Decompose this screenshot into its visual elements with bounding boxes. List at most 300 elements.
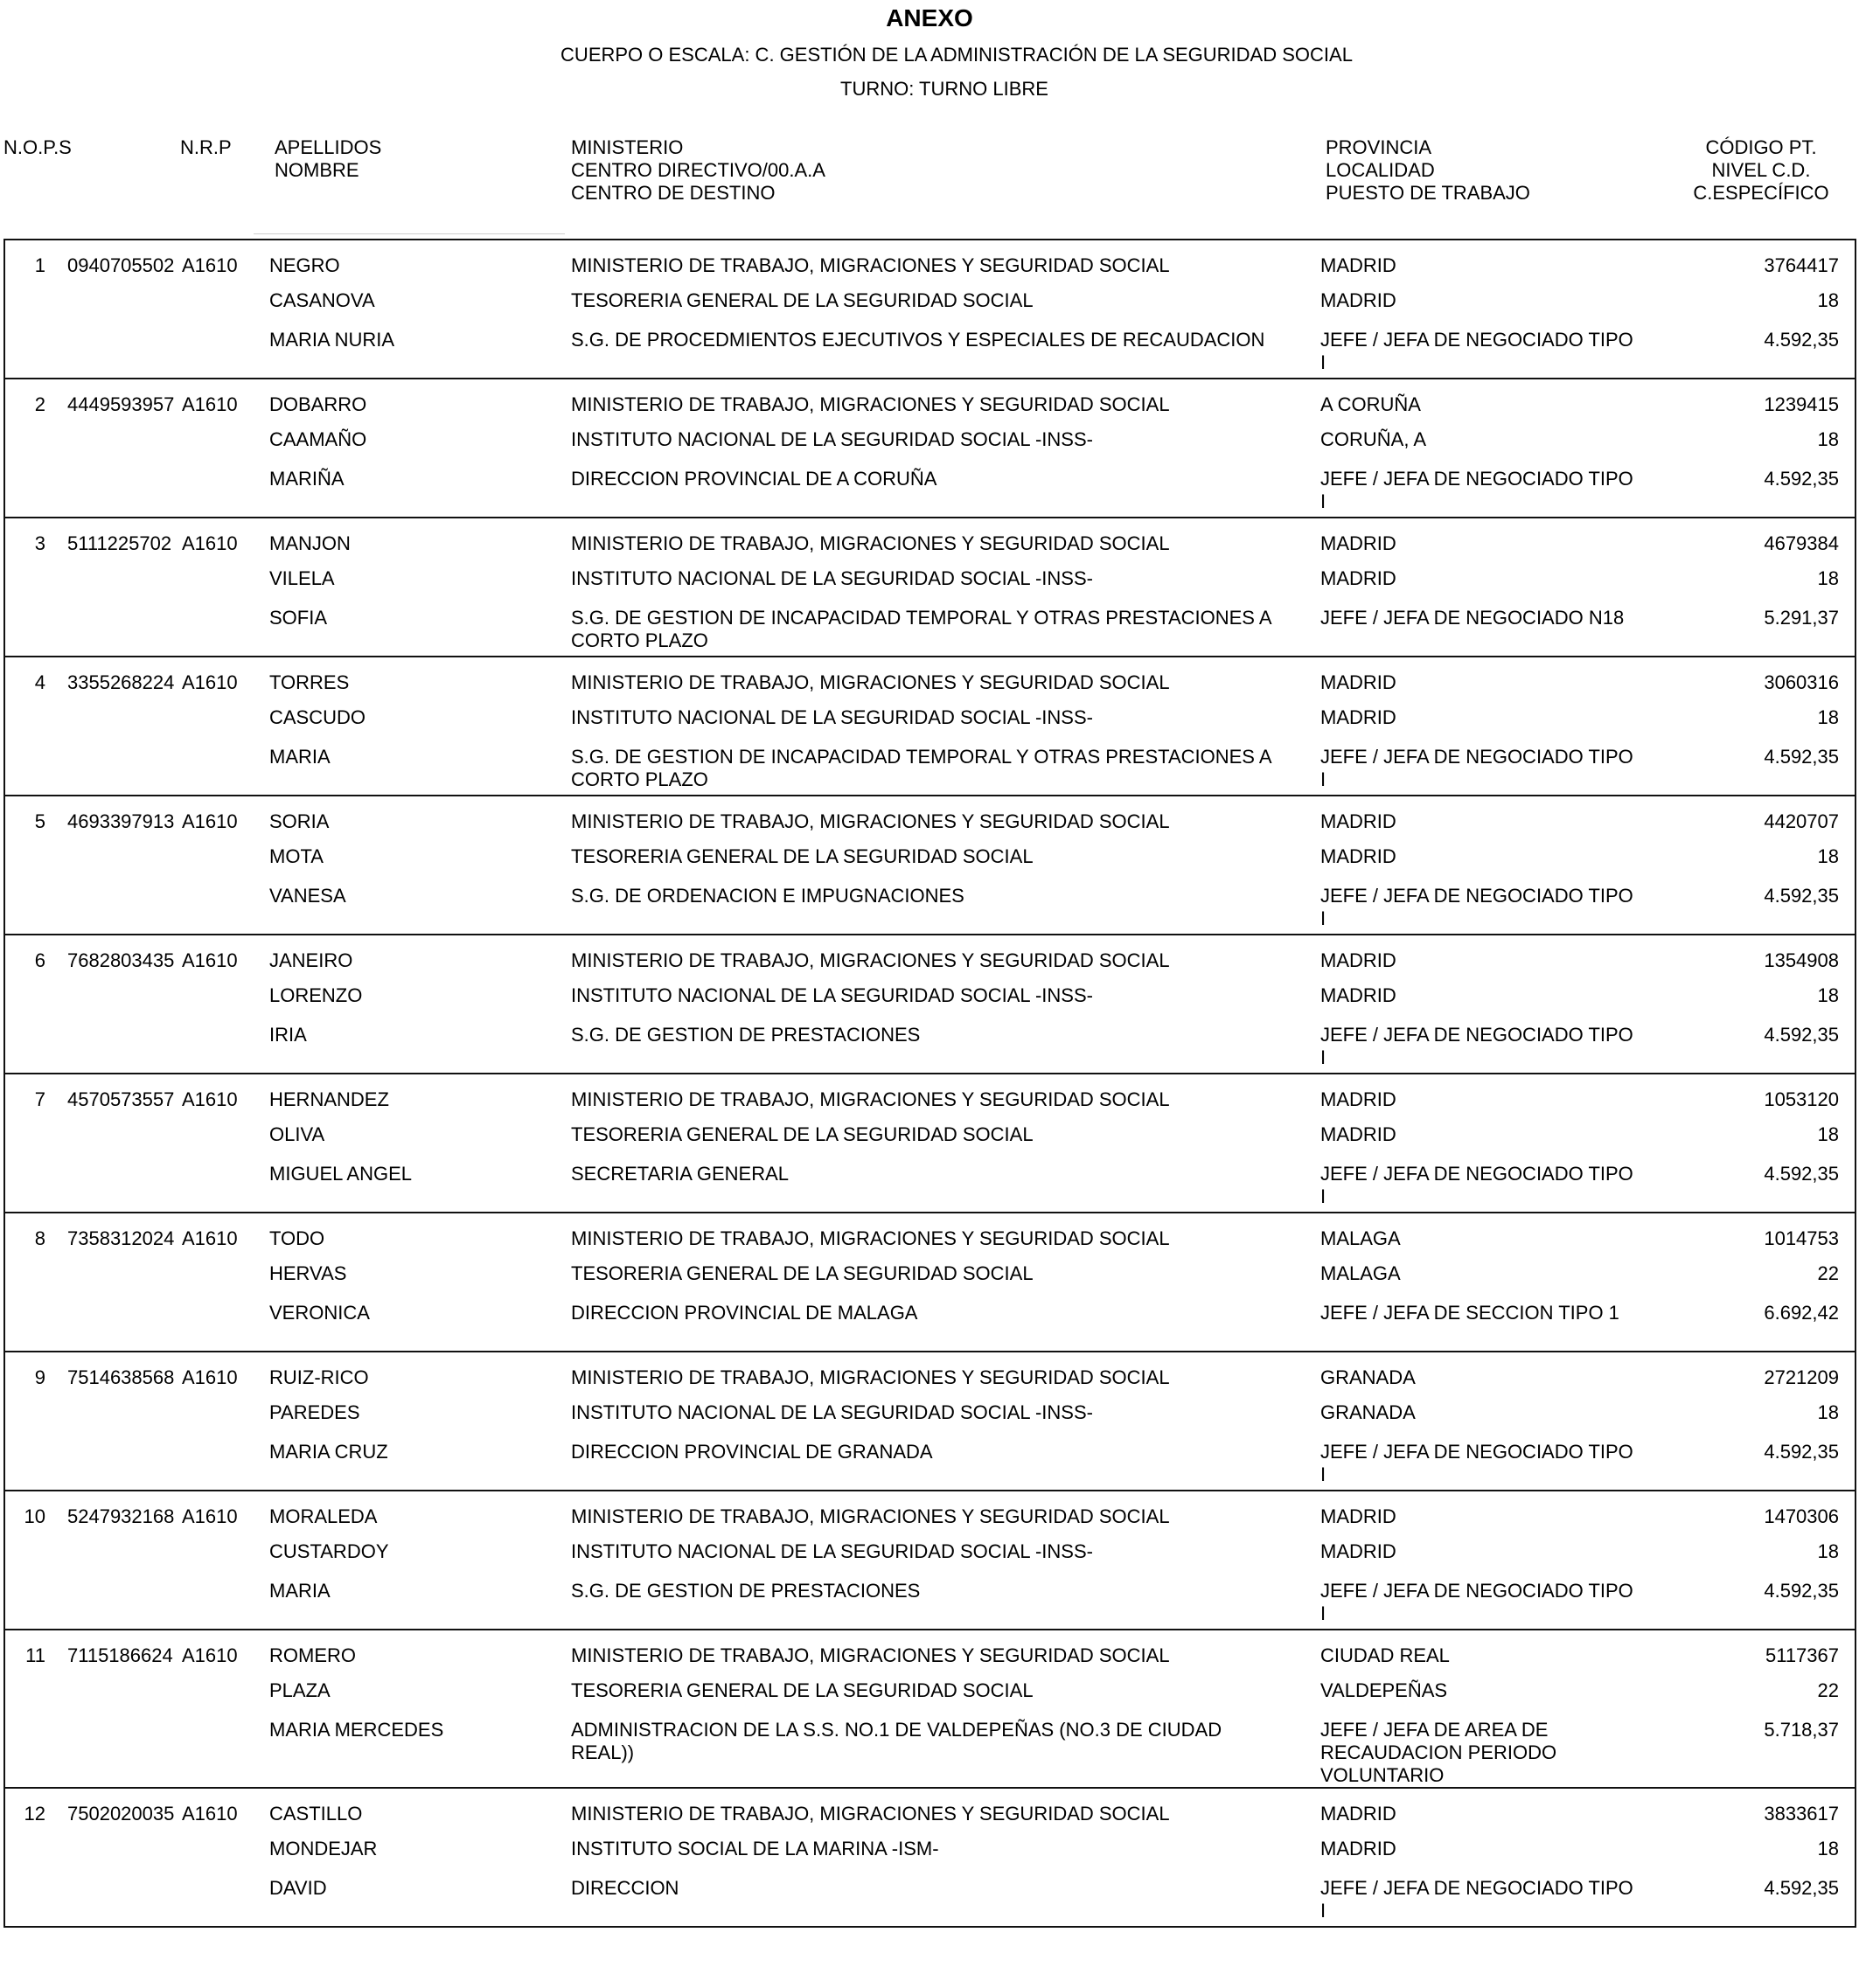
nivel-cd: 18 xyxy=(1817,1401,1839,1423)
nrp-cell xyxy=(182,935,269,1073)
nops-value: 4570573557 xyxy=(67,1088,175,1110)
provincia-cell xyxy=(1320,1491,1649,1629)
ministerio-cell xyxy=(571,1213,1320,1351)
ministerio: MINISTERIO DE TRABAJO, MIGRACIONES Y SEGURIDAD SOCIAL xyxy=(571,1227,1170,1249)
cuerpo-escala-subtitle: CUERPO O ESCALA: C. GESTIÓN DE LA ADMINISTRACIÓN DE LA SEGURIDAD SOCIAL xyxy=(560,44,1353,66)
provincia-cell xyxy=(1320,379,1649,517)
header-codigo xyxy=(1674,136,1849,205)
apellido1: MORALEDA xyxy=(269,1505,378,1527)
nops-cell xyxy=(45,240,182,378)
centro-destino: DIRECCION xyxy=(571,1877,679,1899)
nops-value: 0940705502 xyxy=(67,254,175,276)
codigo-cell xyxy=(1649,1789,1855,1926)
ministerio-cell xyxy=(571,1074,1320,1212)
header-nombre-label: NOMBRE xyxy=(275,159,359,181)
ministerio-cell xyxy=(571,240,1320,378)
nrp-cell xyxy=(182,518,269,656)
provincia: MALAGA xyxy=(1320,1227,1401,1249)
centro-directivo: INSTITUTO NACIONAL DE LA SEGURIDAD SOCIAL -INSS- xyxy=(571,567,1093,589)
apellido2: PLAZA xyxy=(269,1679,331,1701)
centro-directivo: INSTITUTO NACIONAL DE LA SEGURIDAD SOCIAL -INSS- xyxy=(571,1540,1093,1562)
complemento-especifico: 5.718,37 xyxy=(1764,1719,1839,1741)
nops-cell xyxy=(45,1789,182,1926)
provincia: CIUDAD REAL xyxy=(1320,1644,1450,1666)
apellido2: MOTA xyxy=(269,845,324,867)
nrp-value: A1610 xyxy=(182,1366,238,1388)
row-number-cell xyxy=(5,379,45,517)
table-row xyxy=(5,1789,1855,1928)
centro-destino: S.G. DE ORDENACION E IMPUGNACIONES xyxy=(571,885,964,907)
puesto-trabajo: JEFE / JEFA DE AREA DE RECAUDACION PERIODO VOLUNTARIO xyxy=(1320,1719,1557,1786)
header-apellidos-label: APELLIDOS xyxy=(275,136,382,158)
centro-directivo: TESORERIA GENERAL DE LA SEGURIDAD SOCIAL xyxy=(571,1123,1034,1145)
table-row xyxy=(5,1352,1855,1491)
apellido1: CASTILLO xyxy=(269,1803,363,1825)
row-number-cell xyxy=(5,935,45,1073)
ministerio-cell xyxy=(571,1789,1320,1926)
centro-destino: S.G. DE GESTION DE PRESTACIONES xyxy=(571,1024,921,1046)
nops-value: 3355268224 xyxy=(67,671,175,693)
nrp-cell xyxy=(182,1789,269,1926)
codigo-cell xyxy=(1649,379,1855,517)
row-number-cell xyxy=(5,796,45,934)
row-number-cell xyxy=(5,518,45,656)
nops-value: 7358312024 xyxy=(67,1227,175,1249)
nombre: MIGUEL ANGEL xyxy=(269,1163,413,1185)
centro-directivo: TESORERIA GENERAL DE LA SEGURIDAD SOCIAL xyxy=(571,1262,1034,1284)
row-number-cell xyxy=(5,1630,45,1787)
puesto-trabajo: JEFE / JEFA DE NEGOCIADO TIPO I xyxy=(1320,1163,1633,1207)
turno-subtitle: TURNO: TURNO LIBRE xyxy=(840,78,1048,100)
row-number-cell xyxy=(5,1352,45,1490)
names-cell xyxy=(269,240,571,378)
nrp-cell xyxy=(182,1074,269,1212)
header-provincia xyxy=(1326,136,1530,205)
ministerio-cell xyxy=(571,518,1320,656)
ministerio-cell xyxy=(571,1630,1320,1787)
header-nivel-label: NIVEL C.D. xyxy=(1711,159,1811,181)
header-nrp-label: N.R.P xyxy=(180,136,232,158)
names-cell xyxy=(269,518,571,656)
row-number: 1 xyxy=(34,254,45,276)
localidad: MADRID xyxy=(1320,567,1396,589)
nops-cell xyxy=(45,518,182,656)
nrp-value: A1610 xyxy=(182,1505,238,1527)
header-nops-label: N.O.P.S xyxy=(3,136,72,158)
provincia: MADRID xyxy=(1320,1088,1396,1110)
centro-destino: ADMINISTRACION DE LA S.S. NO.1 DE VALDEPEÑAS (NO.3 DE CIUDAD REAL)) xyxy=(571,1719,1222,1763)
puesto-trabajo: JEFE / JEFA DE NEGOCIADO TIPO I xyxy=(1320,329,1633,373)
row-number-cell xyxy=(5,240,45,378)
localidad: MADRID xyxy=(1320,845,1396,867)
codigo-pt: 1239415 xyxy=(1764,393,1839,415)
nrp-value: A1610 xyxy=(182,393,238,415)
localidad: GRANADA xyxy=(1320,1401,1416,1423)
nivel-cd: 18 xyxy=(1817,567,1839,589)
codigo-pt: 1354908 xyxy=(1764,949,1839,971)
codigo-cell xyxy=(1649,240,1855,378)
centro-destino: S.G. DE GESTION DE INCAPACIDAD TEMPORAL Y OTRAS PRESTACIONES A CORTO PLAZO xyxy=(571,607,1271,651)
apellido2: PAREDES xyxy=(269,1401,360,1423)
header-nrp xyxy=(180,136,232,159)
row-number: 6 xyxy=(34,949,45,971)
provincia: MADRID xyxy=(1320,532,1396,554)
header-especifico-label: C.ESPECÍFICO xyxy=(1693,182,1829,204)
apellido2: MONDEJAR xyxy=(269,1838,378,1859)
apellido1: SORIA xyxy=(269,810,330,832)
provincia-cell xyxy=(1320,518,1649,656)
apellido1: MANJON xyxy=(269,532,351,554)
codigo-pt: 1014753 xyxy=(1764,1227,1839,1249)
nrp-value: A1610 xyxy=(182,1088,238,1110)
codigo-cell xyxy=(1649,935,1855,1073)
nrp-cell xyxy=(182,240,269,378)
row-number-cell xyxy=(5,1074,45,1212)
codigo-cell xyxy=(1649,1352,1855,1490)
provincia-cell xyxy=(1320,1074,1649,1212)
nombre: IRIA xyxy=(269,1024,307,1046)
ministerio: MINISTERIO DE TRABAJO, MIGRACIONES Y SEGURIDAD SOCIAL xyxy=(571,254,1170,276)
header-localidad-label: LOCALIDAD xyxy=(1326,159,1435,181)
nrp-value: A1610 xyxy=(182,949,238,971)
names-cell xyxy=(269,1630,571,1787)
nops-cell xyxy=(45,796,182,934)
codigo-cell xyxy=(1649,1074,1855,1212)
codigo-cell xyxy=(1649,796,1855,934)
localidad: MADRID xyxy=(1320,1838,1396,1859)
puesto-trabajo: JEFE / JEFA DE NEGOCIADO TIPO I xyxy=(1320,885,1633,929)
nivel-cd: 22 xyxy=(1817,1679,1839,1701)
header-codigo-label: CÓDIGO PT. xyxy=(1705,136,1817,158)
codigo-cell xyxy=(1649,518,1855,656)
nombre: MARIÑA xyxy=(269,468,345,490)
apellido1: JANEIRO xyxy=(269,949,353,971)
centro-destino: SECRETARIA GENERAL xyxy=(571,1163,789,1185)
nivel-cd: 18 xyxy=(1817,289,1839,311)
nivel-cd: 18 xyxy=(1817,845,1839,867)
nrp-value: A1610 xyxy=(182,1803,238,1825)
nops-cell xyxy=(45,1630,182,1787)
nivel-cd: 18 xyxy=(1817,984,1839,1006)
nops-value: 4693397913 xyxy=(67,810,175,832)
nrp-cell xyxy=(182,1630,269,1787)
table-row xyxy=(5,240,1855,379)
row-number-cell xyxy=(5,1491,45,1629)
nops-value: 5247932168 xyxy=(67,1505,175,1527)
provincia: A CORUÑA xyxy=(1320,393,1421,415)
apellido1: HERNANDEZ xyxy=(269,1088,389,1110)
ministerio: MINISTERIO DE TRABAJO, MIGRACIONES Y SEGURIDAD SOCIAL xyxy=(571,1366,1170,1388)
centro-destino: S.G. DE GESTION DE INCAPACIDAD TEMPORAL Y OTRAS PRESTACIONES A CORTO PLAZO xyxy=(571,746,1271,790)
complemento-especifico: 4.592,35 xyxy=(1764,1024,1839,1046)
apellido1: ROMERO xyxy=(269,1644,356,1666)
row-number: 9 xyxy=(34,1366,45,1388)
names-cell xyxy=(269,657,571,795)
names-cell xyxy=(269,1789,571,1926)
header-puesto-label: PUESTO DE TRABAJO xyxy=(1326,182,1530,204)
table-row xyxy=(5,1630,1855,1789)
nombre: MARIA CRUZ xyxy=(269,1441,388,1463)
nrp-value: A1610 xyxy=(182,532,238,554)
nops-value: 7502020035 xyxy=(67,1803,175,1825)
centro-directivo: INSTITUTO NACIONAL DE LA SEGURIDAD SOCIAL -INSS- xyxy=(571,984,1093,1006)
nrp-value: A1610 xyxy=(182,1644,238,1666)
nops-cell xyxy=(45,379,182,517)
row-number: 10 xyxy=(24,1505,45,1527)
header-ministerio xyxy=(571,136,825,205)
codigo-cell xyxy=(1649,1213,1855,1351)
complemento-especifico: 4.592,35 xyxy=(1764,885,1839,907)
complemento-especifico: 4.592,35 xyxy=(1764,1580,1839,1602)
apellido2: LORENZO xyxy=(269,984,363,1006)
ministerio: MINISTERIO DE TRABAJO, MIGRACIONES Y SEGURIDAD SOCIAL xyxy=(571,1505,1170,1527)
provincia-cell xyxy=(1320,1213,1649,1351)
provincia: MADRID xyxy=(1320,1803,1396,1825)
ministerio-cell xyxy=(571,379,1320,517)
centro-destino: DIRECCION PROVINCIAL DE GRANADA xyxy=(571,1441,933,1463)
nops-cell xyxy=(45,657,182,795)
apellido1: TORRES xyxy=(269,671,350,693)
table-row xyxy=(5,796,1855,935)
names-cell xyxy=(269,1213,571,1351)
localidad: VALDEPEÑAS xyxy=(1320,1679,1448,1701)
row-number: 12 xyxy=(24,1803,45,1825)
provincia: MADRID xyxy=(1320,949,1396,971)
row-number-cell xyxy=(5,1213,45,1351)
apellido2: CAAMAÑO xyxy=(269,428,367,450)
apellido1: NEGRO xyxy=(269,254,340,276)
header-provincia-label: PROVINCIA xyxy=(1326,136,1432,158)
nivel-cd: 18 xyxy=(1817,1838,1839,1859)
row-number-cell xyxy=(5,657,45,795)
nivel-cd: 18 xyxy=(1817,1540,1839,1562)
table-row xyxy=(5,935,1855,1074)
codigo-cell xyxy=(1649,1630,1855,1787)
centro-directivo: INSTITUTO NACIONAL DE LA SEGURIDAD SOCIAL -INSS- xyxy=(571,428,1093,450)
centro-directivo: TESORERIA GENERAL DE LA SEGURIDAD SOCIAL xyxy=(571,1679,1034,1701)
complemento-especifico: 4.592,35 xyxy=(1764,1163,1839,1185)
nrp-value: A1610 xyxy=(182,1227,238,1249)
puesto-trabajo: JEFE / JEFA DE NEGOCIADO TIPO I xyxy=(1320,1877,1633,1922)
apellido1: DOBARRO xyxy=(269,393,367,415)
nombre: DAVID xyxy=(269,1877,327,1899)
complemento-especifico: 4.592,35 xyxy=(1764,746,1839,768)
provincia-cell xyxy=(1320,240,1649,378)
row-number: 2 xyxy=(34,393,45,415)
apellido2: OLIVA xyxy=(269,1123,325,1145)
complemento-especifico: 4.592,35 xyxy=(1764,1441,1839,1463)
codigo-pt: 4679384 xyxy=(1764,532,1839,554)
assignments-table xyxy=(3,239,1856,1928)
nrp-cell xyxy=(182,1491,269,1629)
ministerio-cell xyxy=(571,935,1320,1073)
centro-directivo: INSTITUTO NACIONAL DE LA SEGURIDAD SOCIAL -INSS- xyxy=(571,706,1093,728)
nivel-cd: 22 xyxy=(1817,1262,1839,1284)
nops-cell xyxy=(45,1352,182,1490)
ministerio: MINISTERIO DE TRABAJO, MIGRACIONES Y SEGURIDAD SOCIAL xyxy=(571,532,1170,554)
nrp-cell xyxy=(182,657,269,795)
provincia-cell xyxy=(1320,935,1649,1073)
complemento-especifico: 4.592,35 xyxy=(1764,1877,1839,1899)
table-row xyxy=(5,1213,1855,1352)
codigo-pt: 1053120 xyxy=(1764,1088,1839,1110)
nombre: MARIA xyxy=(269,746,331,768)
ministerio: MINISTERIO DE TRABAJO, MIGRACIONES Y SEGURIDAD SOCIAL xyxy=(571,949,1170,971)
header-nops xyxy=(3,136,72,159)
nombre: MARIA NURIA xyxy=(269,329,395,351)
nrp-cell xyxy=(182,796,269,934)
localidad: MADRID xyxy=(1320,289,1396,311)
ministerio: MINISTERIO DE TRABAJO, MIGRACIONES Y SEGURIDAD SOCIAL xyxy=(571,1803,1170,1825)
nombre: VERONICA xyxy=(269,1302,370,1324)
ministerio-cell xyxy=(571,1352,1320,1490)
nivel-cd: 18 xyxy=(1817,706,1839,728)
page-title: ANEXO xyxy=(886,4,973,31)
header-centro-directivo-label: CENTRO DIRECTIVO/00.A.A xyxy=(571,159,825,181)
header-ministerio-label: MINISTERIO xyxy=(571,136,684,158)
nops-value: 7115186624 xyxy=(67,1644,173,1666)
ministerio-cell xyxy=(571,1491,1320,1629)
header-names xyxy=(275,136,381,182)
row-number: 8 xyxy=(34,1227,45,1249)
header-underline xyxy=(254,233,565,234)
nops-value: 7514638568 xyxy=(67,1366,175,1388)
puesto-trabajo: JEFE / JEFA DE NEGOCIADO TIPO I xyxy=(1320,468,1633,512)
row-number: 5 xyxy=(34,810,45,832)
ministerio-cell xyxy=(571,657,1320,795)
codigo-pt: 3833617 xyxy=(1764,1803,1839,1825)
nops-cell xyxy=(45,1074,182,1212)
row-number: 4 xyxy=(34,671,45,693)
table-row xyxy=(5,518,1855,657)
names-cell xyxy=(269,1074,571,1212)
names-cell xyxy=(269,796,571,934)
table-row xyxy=(5,1491,1855,1630)
codigo-pt: 3060316 xyxy=(1764,671,1839,693)
row-number-cell xyxy=(5,1789,45,1926)
nrp-cell xyxy=(182,1352,269,1490)
localidad: MADRID xyxy=(1320,1540,1396,1562)
row-number: 3 xyxy=(34,532,45,554)
complemento-especifico: 5.291,37 xyxy=(1764,607,1839,629)
provincia-cell xyxy=(1320,1789,1649,1926)
complemento-especifico: 6.692,42 xyxy=(1764,1302,1839,1324)
puesto-trabajo: JEFE / JEFA DE NEGOCIADO TIPO I xyxy=(1320,1441,1633,1485)
puesto-trabajo: JEFE / JEFA DE NEGOCIADO TIPO I xyxy=(1320,1580,1633,1624)
centro-directivo: TESORERIA GENERAL DE LA SEGURIDAD SOCIAL xyxy=(571,845,1034,867)
nrp-cell xyxy=(182,1213,269,1351)
ministerio: MINISTERIO DE TRABAJO, MIGRACIONES Y SEGURIDAD SOCIAL xyxy=(571,1088,1170,1110)
nombre: SOFIA xyxy=(269,607,328,629)
centro-directivo: INSTITUTO SOCIAL DE LA MARINA -ISM- xyxy=(571,1838,939,1859)
nops-cell xyxy=(45,935,182,1073)
row-number: 7 xyxy=(34,1088,45,1110)
localidad: MADRID xyxy=(1320,1123,1396,1145)
centro-destino: DIRECCION PROVINCIAL DE A CORUÑA xyxy=(571,468,937,490)
codigo-pt: 5117367 xyxy=(1765,1644,1839,1666)
centro-destino: DIRECCION PROVINCIAL DE MALAGA xyxy=(571,1302,918,1324)
localidad: MALAGA xyxy=(1320,1262,1401,1284)
nrp-value: A1610 xyxy=(182,671,238,693)
table-row xyxy=(5,1074,1855,1213)
puesto-trabajo: JEFE / JEFA DE NEGOCIADO TIPO I xyxy=(1320,746,1633,790)
puesto-trabajo: JEFE / JEFA DE SECCION TIPO 1 xyxy=(1320,1302,1619,1324)
centro-destino: S.G. DE PROCEDMIENTOS EJECUTIVOS Y ESPECIALES DE RECAUDACION xyxy=(571,329,1265,351)
names-cell xyxy=(269,1491,571,1629)
apellido2: CUSTARDOY xyxy=(269,1540,389,1562)
ministerio: MINISTERIO DE TRABAJO, MIGRACIONES Y SEGURIDAD SOCIAL xyxy=(571,671,1170,693)
apellido2: HERVAS xyxy=(269,1262,347,1284)
codigo-cell xyxy=(1649,1491,1855,1629)
provincia: MADRID xyxy=(1320,810,1396,832)
complemento-especifico: 4.592,35 xyxy=(1764,468,1839,490)
row-number: 11 xyxy=(25,1644,45,1666)
provincia: MADRID xyxy=(1320,254,1396,276)
header-centro-destino-label: CENTRO DE DESTINO xyxy=(571,182,776,204)
provincia: GRANADA xyxy=(1320,1366,1416,1388)
apellido2: VILELA xyxy=(269,567,335,589)
nops-value: 5111225702 xyxy=(67,532,172,554)
nrp-value: A1610 xyxy=(182,810,238,832)
nops-cell xyxy=(45,1213,182,1351)
nivel-cd: 18 xyxy=(1817,1123,1839,1145)
nrp-value: A1610 xyxy=(182,254,238,276)
provincia-cell xyxy=(1320,796,1649,934)
nombre: VANESA xyxy=(269,885,346,907)
table-row xyxy=(5,657,1855,796)
nivel-cd: 18 xyxy=(1817,428,1839,450)
centro-destino: S.G. DE GESTION DE PRESTACIONES xyxy=(571,1580,921,1602)
apellido1: RUIZ-RICO xyxy=(269,1366,369,1388)
ministerio: MINISTERIO DE TRABAJO, MIGRACIONES Y SEGURIDAD SOCIAL xyxy=(571,1644,1170,1666)
puesto-trabajo: JEFE / JEFA DE NEGOCIADO N18 xyxy=(1320,607,1625,629)
nops-value: 7682803435 xyxy=(67,949,175,971)
nrp-cell xyxy=(182,379,269,517)
provincia: MADRID xyxy=(1320,1505,1396,1527)
localidad: CORUÑA, A xyxy=(1320,428,1427,450)
codigo-cell xyxy=(1649,657,1855,795)
names-cell xyxy=(269,1352,571,1490)
provincia: MADRID xyxy=(1320,671,1396,693)
nops-value: 4449593957 xyxy=(67,393,175,415)
localidad: MADRID xyxy=(1320,706,1396,728)
names-cell xyxy=(269,935,571,1073)
names-cell xyxy=(269,379,571,517)
localidad: MADRID xyxy=(1320,984,1396,1006)
provincia-cell xyxy=(1320,1352,1649,1490)
apellido2: CASCUDO xyxy=(269,706,366,728)
codigo-pt: 4420707 xyxy=(1764,810,1839,832)
ministerio: MINISTERIO DE TRABAJO, MIGRACIONES Y SEGURIDAD SOCIAL xyxy=(571,393,1170,415)
apellido2: CASANOVA xyxy=(269,289,375,311)
provincia-cell xyxy=(1320,1630,1649,1787)
codigo-pt: 3764417 xyxy=(1764,254,1839,276)
apellido1: TODO xyxy=(269,1227,325,1249)
puesto-trabajo: JEFE / JEFA DE NEGOCIADO TIPO I xyxy=(1320,1024,1633,1068)
table-row xyxy=(5,379,1855,518)
ministerio-cell xyxy=(571,796,1320,934)
provincia-cell xyxy=(1320,657,1649,795)
codigo-pt: 1470306 xyxy=(1764,1505,1839,1527)
codigo-pt: 2721209 xyxy=(1764,1366,1839,1388)
nombre: MARIA xyxy=(269,1580,331,1602)
nombre: MARIA MERCEDES xyxy=(269,1719,444,1741)
ministerio: MINISTERIO DE TRABAJO, MIGRACIONES Y SEGURIDAD SOCIAL xyxy=(571,810,1170,832)
centro-directivo: TESORERIA GENERAL DE LA SEGURIDAD SOCIAL xyxy=(571,289,1034,311)
complemento-especifico: 4.592,35 xyxy=(1764,329,1839,351)
nops-cell xyxy=(45,1491,182,1629)
centro-directivo: INSTITUTO NACIONAL DE LA SEGURIDAD SOCIAL -INSS- xyxy=(571,1401,1093,1423)
